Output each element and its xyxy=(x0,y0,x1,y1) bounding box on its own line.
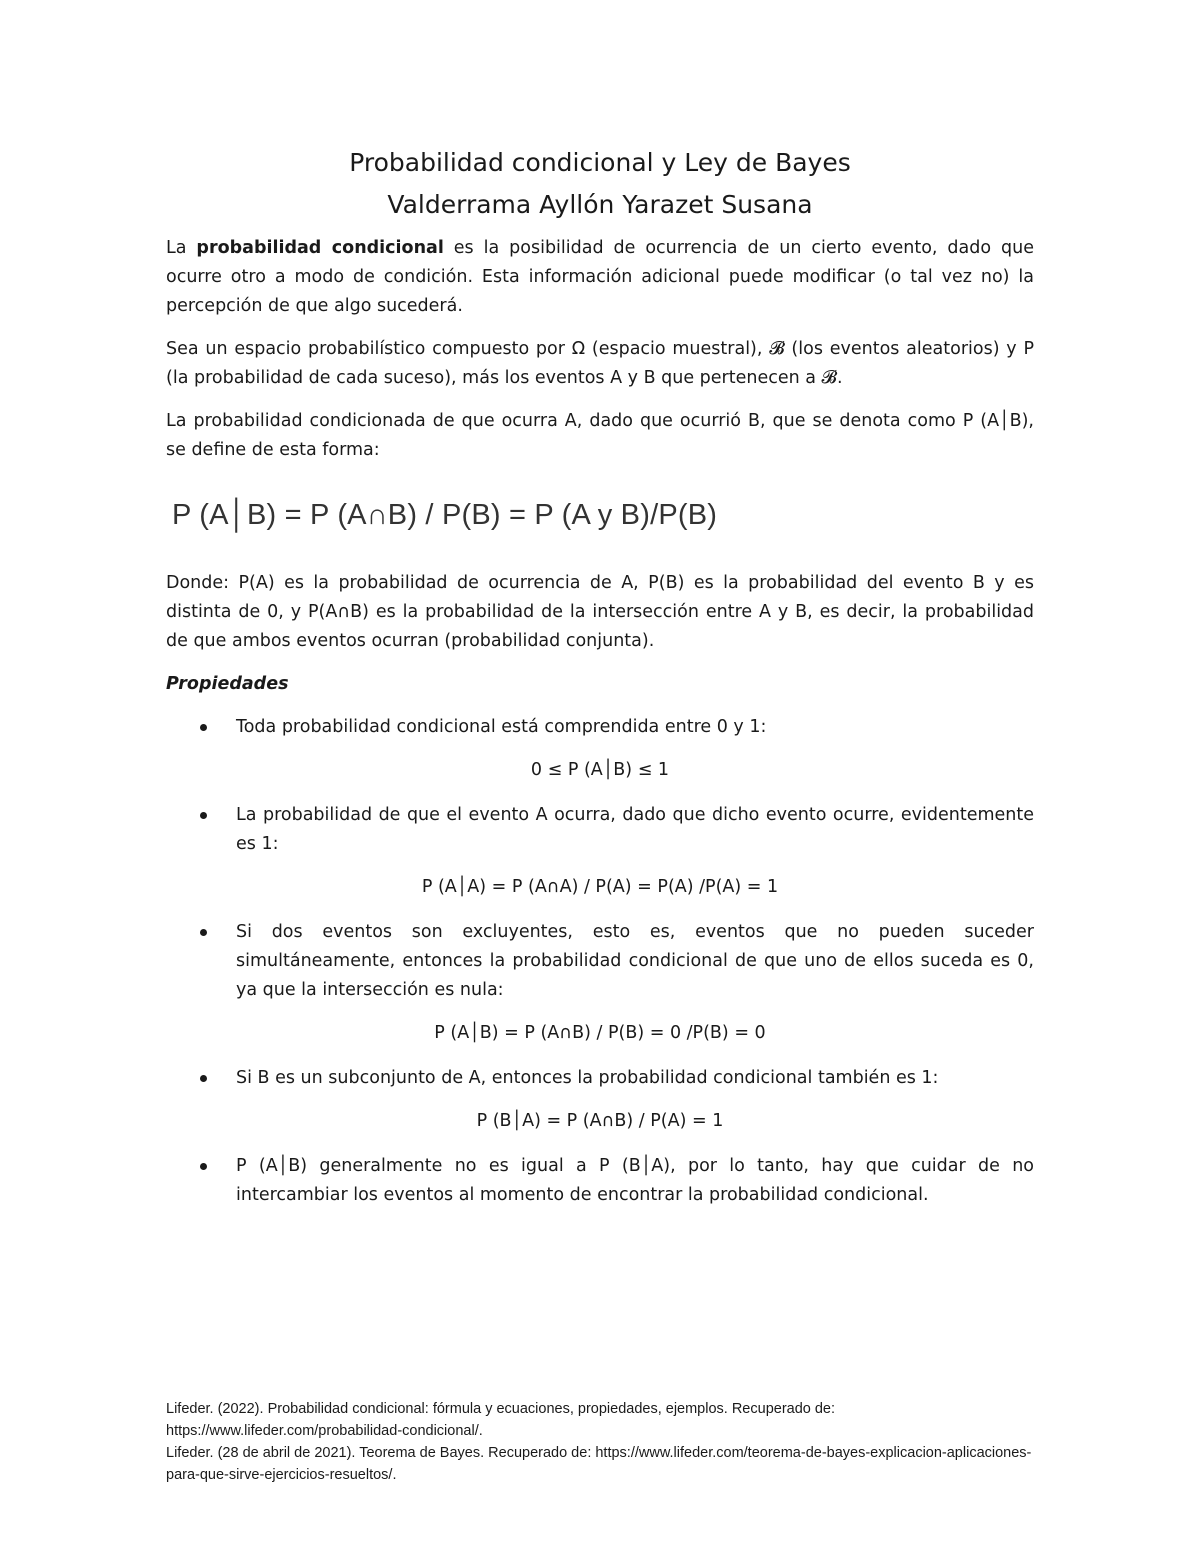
property-formula: P (A│B) = P (A∩B) / P(B) = 0 /P(B) = 0 xyxy=(434,1023,766,1043)
references xyxy=(166,1398,1046,1486)
property-item xyxy=(166,918,1034,1005)
title-block xyxy=(0,142,1200,226)
property-item xyxy=(166,713,1034,742)
property-text: Toda probabilidad condicional está comprendida entre 0 y 1: xyxy=(236,717,767,737)
property-item xyxy=(166,801,1034,859)
property-text: La probabilidad de que el evento A ocurra, dado que dicho evento ocurre, evidentemente es 1: xyxy=(236,805,1034,854)
bullet-icon xyxy=(200,724,207,731)
intro-lead: La xyxy=(166,238,197,258)
property-item xyxy=(166,1152,1034,1210)
property-text: Si B es un subconjunto de A, entonces la probabilidad condicional también es 1: xyxy=(236,1068,939,1088)
bullet-icon xyxy=(200,929,207,936)
property-formula: 0 ≤ P (A│B) ≤ 1 xyxy=(530,760,670,780)
reference-item: Lifeder. (2022). Probabilidad condicional: fórmula y ecuaciones, propiedades, ejemplos. Recuperado de: https://www.lifeder.com/probabilidad-condicional/. xyxy=(166,1401,836,1439)
space-paragraph: Sea un espacio probabilístico compuesto por Ω (espacio muestral), 𝓑 (los eventos aleatorios) y P (la probabilidad de cada suceso), más los eventos A y B que pertenecen a 𝓑. xyxy=(166,339,1034,388)
author-name: Valderrama Ayllón Yarazet Susana xyxy=(387,190,813,219)
where-paragraph: Donde: P(A) es la probabilidad de ocurrencia de A, P(B) es la probabilidad del evento B y es distinta de 0, y P(A∩B) es la probabilidad de la intersección entre A y B, es decir, la probabilidad de que ambos eventos ocurran (probabilidad conjunta). xyxy=(166,573,1034,651)
intro-bold-term: probabilidad condicional xyxy=(196,238,444,258)
property-formula: P (A│A) = P (A∩A) / P(A) = P(A) /P(A) = 1 xyxy=(421,877,779,897)
document-title: Probabilidad condicional y Ley de Bayes xyxy=(349,148,851,177)
property-formula: P (B│A) = P (A∩B) / P(A) = 1 xyxy=(476,1111,724,1131)
intro-paragraph xyxy=(166,234,1034,321)
properties-heading: Propiedades xyxy=(166,674,289,694)
reference-item: Lifeder. (28 de abril de 2021). Teorema de Bayes. Recuperado de: https://www.lifeder.com/teorema-de-bayes-explicacion-aplicaciones-para-que-sirve-ejercicios-resueltos/. xyxy=(166,1445,1032,1483)
bullet-icon xyxy=(200,812,207,819)
property-text: P (A│B) generalmente no es igual a P (B│A), por lo tanto, hay que cuidar de no intercambiar los eventos al momento de encontrar la probabilidad condicional. xyxy=(236,1156,1034,1205)
property-text: Si dos eventos son excluyentes, esto es, eventos que no pueden suceder simultáneamente, entonces la probabilidad condicional de que uno de ellos suceda es 0, ya que la intersección es nula: xyxy=(236,922,1034,1000)
bullet-icon xyxy=(200,1075,207,1082)
document-body xyxy=(166,234,1034,1216)
definition-paragraph: La probabilidad condicionada de que ocurra A, dado que ocurrió B, que se denota como P (A│B), se define de esta forma: xyxy=(166,411,1034,460)
bullet-icon xyxy=(200,1163,207,1170)
intro-rest: es la posibilidad de ocurrencia de un cierto evento, dado que ocurre otro a modo de condición. Esta información adicional puede modificar (o tal vez no) la percepción de que algo sucederá. xyxy=(166,238,1034,316)
property-item xyxy=(166,1064,1034,1093)
main-formula: P (A│B) = P (A∩B) / P(B) = P (A y B)/P(B) xyxy=(172,499,718,531)
properties-list xyxy=(166,713,1034,1210)
